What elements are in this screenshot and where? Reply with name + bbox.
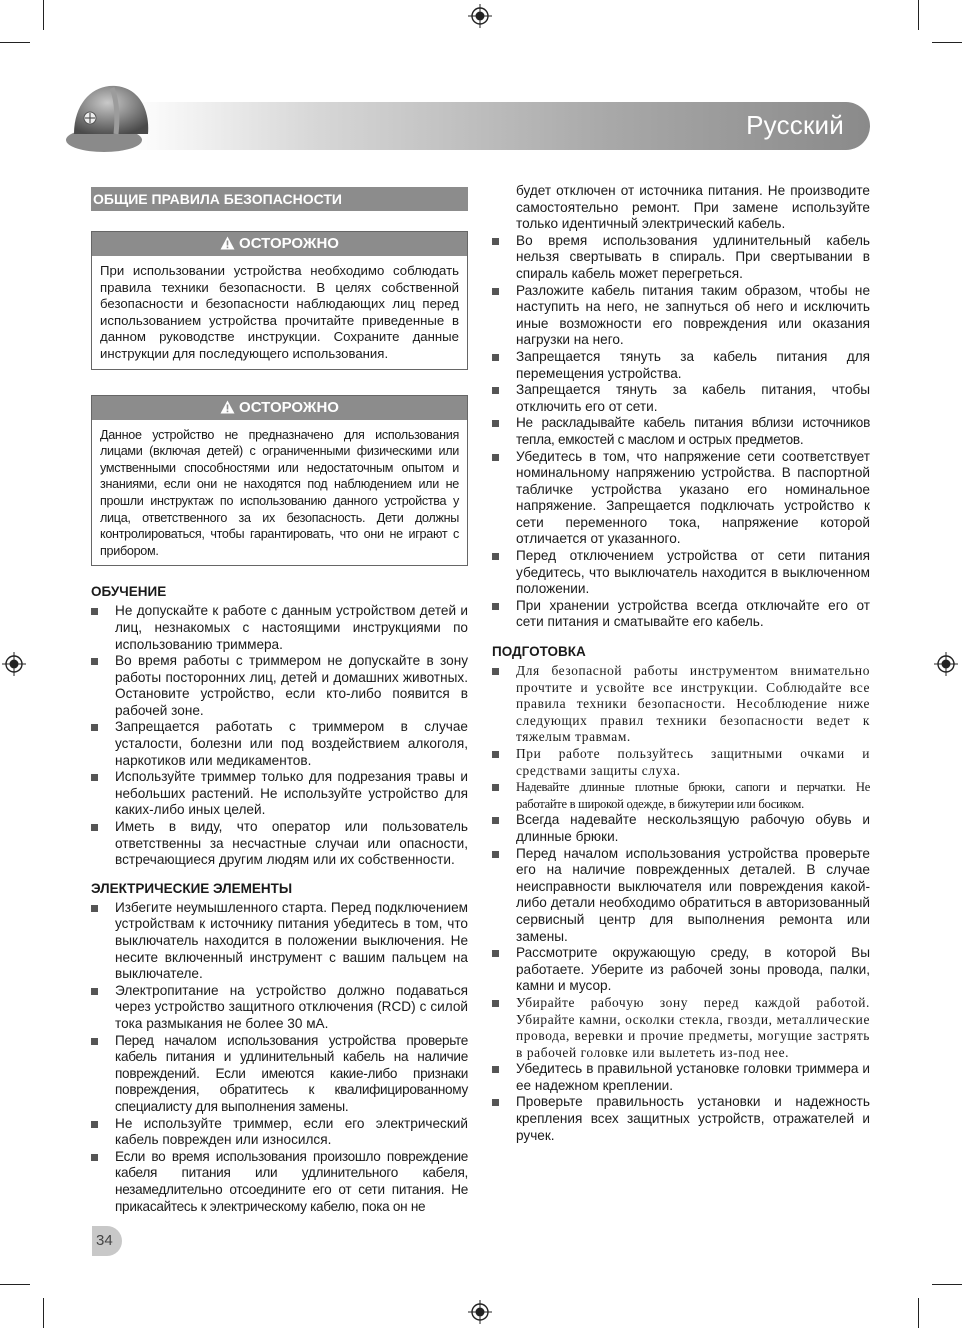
list-item: Иметь в виду, что оператор или пользователь ответственны за несчастные случаи или опасности, встречающиеся другим людям или их собственности.	[91, 819, 468, 869]
page-number: 34	[96, 1232, 113, 1249]
list-item: Используйте триммер только для подрезания травы и небольших растений. Не используйте устройство для каких-либо иных целей.	[91, 769, 468, 819]
section-title-training: ОБУЧЕНИЕ	[91, 584, 167, 600]
list-item: Перед началом использования устройства проверьте его на наличие поврежденных деталей. В случае неисправности выключателя или повреждения какой-либо детали необходимо обратиться в авторизованный сервисный центр для выполнения ремонта или замены.	[492, 846, 870, 946]
list-item: Во время работы с триммером не допускайте в зону работы посторонних лиц, детей и домашних животных. Остановите устройство, если кто-либо появится в рабочей зоне.	[91, 653, 468, 719]
page-number-tab	[92, 1226, 122, 1256]
list-item: При хранении устройства всегда отключайте его от сети питания и сматывайте его кабель.	[492, 598, 870, 631]
warning-label: ОСТОРОЖНО	[239, 235, 339, 252]
list-item: Рассмотрите окружающую среду, в которой Вы работаете. Уберите из рабочей зоны провода, палки, камни и мусор.	[492, 945, 870, 995]
warning-text: Данное устройство не предназначено для использования лицами (включая детей) с ограниченными физическими или умственными способностями или недостаточным опытом и знаниями, если они не находятся под наблюдением или не прошли инструктаж по использованию данного устройства у лица, ответственного за их безопасность. Дети должны контролироваться, чтобы гарантировать, что они не играют с прибором.	[100, 427, 459, 558]
warning-icon	[220, 236, 235, 250]
helmet-icon	[64, 78, 154, 158]
list-item: Запрещается работать с триммером в случае усталости, болезни или под воздействием алкоголя, наркотиков или медикаментов.	[91, 719, 468, 769]
right-column	[492, 183, 870, 1144]
list-item: Избегите неумышленного старта. Перед подключением устройствам к источнику питания убедитесь в том, что выключатель находится в положении выключения. Не несите включенный инструмент с вашим пальцем на выключателе.	[91, 900, 468, 983]
warning-icon	[220, 400, 235, 414]
crop-mark	[0, 1284, 30, 1285]
crop-mark	[932, 1284, 962, 1285]
list-item: При работе пользуйтесь защитными очками и средствами защиты слуха.	[492, 746, 870, 779]
list-item: Во время использования удлинительный кабель нельзя свертывать в спираль. При свертывании в спираль кабель может перегреться.	[492, 233, 870, 283]
header-banner	[68, 102, 870, 150]
list-item: Перед отключением устройства от сети питания убедитесь, что выключатель находится в выключенном положении.	[492, 548, 870, 598]
warning-header	[92, 232, 467, 256]
paragraph-continuation: будет отключен от источника питания. Не производите самостоятельно ремонт. При замене используйте только идентичный электрический кабель.	[516, 183, 870, 232]
left-column	[91, 187, 468, 1215]
warning-label: ОСТОРОЖНО	[239, 398, 339, 416]
list-item: Запрещается тянуть за кабель питания для перемещения устройства.	[492, 349, 870, 382]
list-item: Перед началом использования устройства проверьте кабель питания и удлинительный кабель на наличие повреждений. Если имеются какие-либо признаки повреждения, обратитесь к квалифицированному специалисту для выполнения замены.	[91, 1033, 468, 1116]
list-item: Разложите кабель питания таким образом, чтобы не наступить на него, не запнуться об него и исключить иные возможности его повреждения или оказания нагрузки на него.	[492, 283, 870, 349]
warning-text: При использовании устройства необходимо соблюдать правила техники безопасности. В целях собственной безопасности и безопасности наблюдающих лиц перед использованием устройства прочитайте приведенные в данном руководстве инструкции. Сохраните данные инструкции для последующего использования.	[100, 263, 459, 361]
list-item: Надевайте длинные плотные брюки, сапоги и перчатки. Не работайте в широкой одежде, в бижутерии или босиком.	[492, 779, 870, 812]
list-item: Всегда надевайте нескользящую рабочую обувь и длинные брюки.	[492, 812, 870, 845]
list-item: Не используйте триммер, если его электрический кабель поврежден или износился.	[91, 1116, 468, 1149]
list-item: Убирайте рабочую зону перед каждой работой. Убирайте камни, осколки стекла, гвозди, металлические провода, веревки и прочие предметы, могущие застрять в рабочей головке или вылететь из-под нее.	[492, 995, 870, 1061]
crop-mark	[918, 1298, 919, 1328]
section-title-safety: ОБЩИЕ ПРАВИЛА БЕЗОПАСНОСТИ	[91, 187, 468, 211]
list-item: Не допускайте к работе с данным устройством детей и лиц, незнакомых с настоящими инструкциями по использованию триммера.	[91, 603, 468, 653]
list-item: Убедитесь в правильной установке головки триммера и ее надежном креплении.	[492, 1061, 870, 1094]
list-item: Проверьте правильность установки и надежность крепления всех защитных устройств, отражателей и ручек.	[492, 1094, 870, 1144]
warning-box	[91, 231, 468, 370]
warning-header	[92, 396, 467, 420]
crop-mark	[43, 0, 44, 30]
list-item: Запрещается тянуть за кабель питания, чтобы отключить его от сети.	[492, 382, 870, 415]
electrical-list	[91, 900, 468, 1215]
crop-mark	[0, 42, 30, 43]
section-title-electrical: ЭЛЕКТРИЧЕСКИЕ ЭЛЕМЕНТЫ	[91, 880, 293, 896]
language-title: Русский	[746, 110, 844, 140]
crop-mark	[918, 0, 919, 30]
list-item: Если во время использования произошло повреждение кабеля питания или удлинительного кабеля, незамедлительно отсоедините его от сети питания. Не прикасайтесь к электрическому кабелю, пока он не	[91, 1149, 468, 1215]
registration-mark-icon	[2, 652, 26, 676]
crop-mark	[932, 42, 962, 43]
electrical-list-continued	[492, 233, 870, 631]
list-item: Убедитесь в том, что напряжение сети соответствует номинальному напряжению устройства. В паспортной табличке устройства указано его номинальное напряжение. Запрещается подключать устройство к сети переменного тока, напряжение которой отличается от указанного.	[492, 449, 870, 549]
crop-mark	[43, 1298, 44, 1328]
training-list	[91, 603, 468, 869]
warning-box	[91, 395, 468, 567]
header-bar	[130, 102, 870, 150]
preparation-list	[492, 663, 870, 1144]
registration-mark-icon	[468, 4, 492, 28]
registration-mark-icon	[934, 652, 958, 676]
section-title-preparation: ПОДГОТОВКА	[492, 644, 586, 660]
list-item: Не раскладывайте кабель питания вблизи источников тепла, емкостей с маслом и острых предметов.	[492, 415, 870, 448]
list-item: Для безопасной работы инструментом внимательно прочтите и усвойте все инструкции. Соблюдайте все правила техники безопасности. Несоблюдение ниже следующих правил техники безопасности ведет к тяжелым травмам.	[492, 663, 870, 746]
registration-mark-icon	[468, 1300, 492, 1324]
list-item: Электропитание на устройство должно подаваться через устройство защитного отключения (RCD) с силой тока размыкания не более 30 мА.	[91, 983, 468, 1033]
